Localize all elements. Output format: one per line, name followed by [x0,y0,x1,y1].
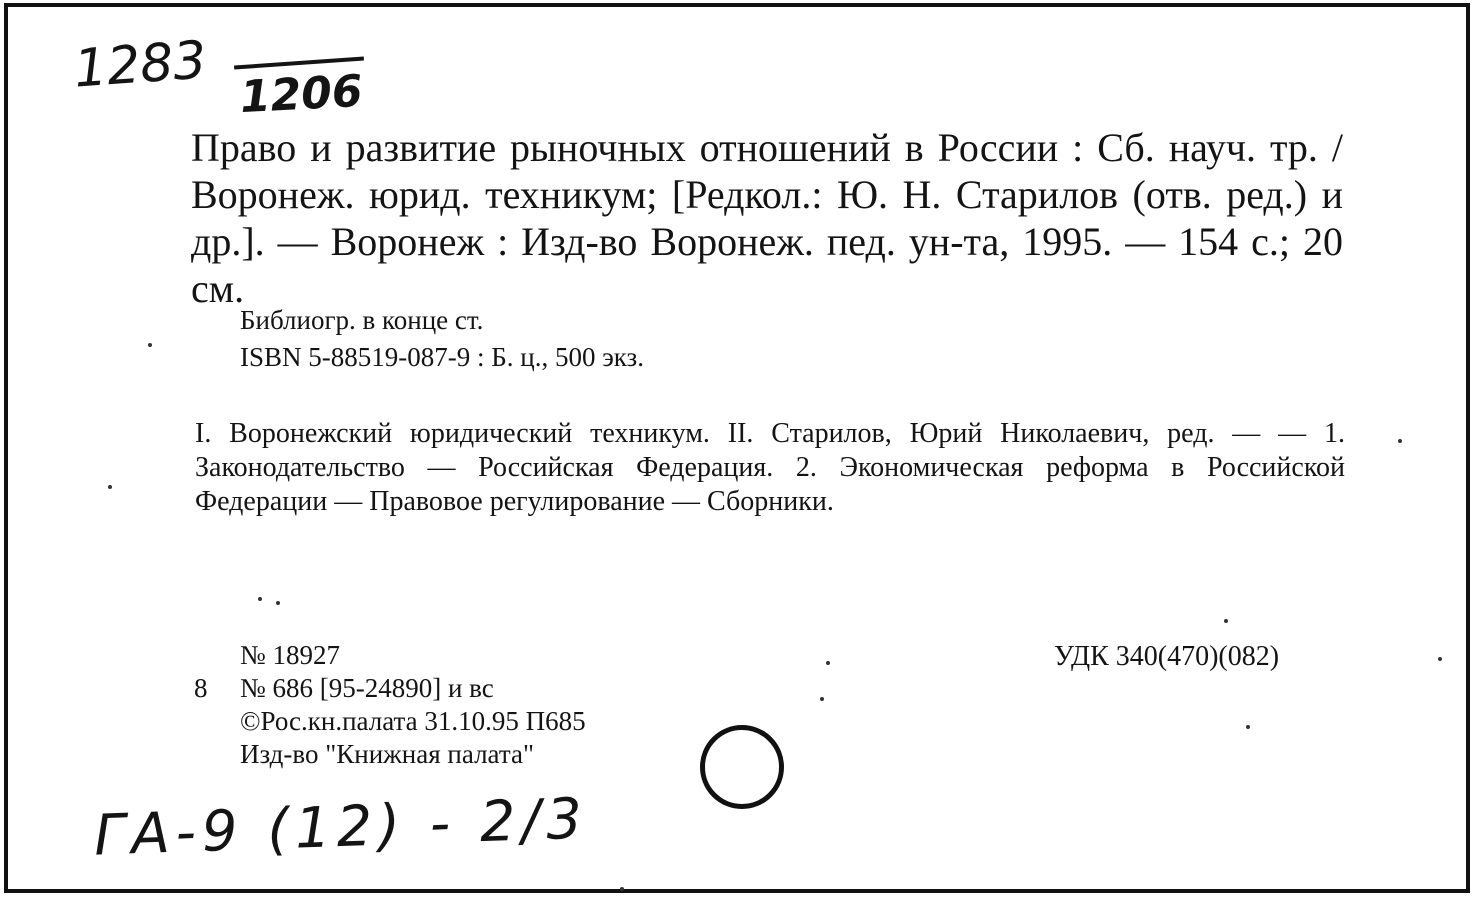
isbn-note: ISBN 5-88519-087-9 : Б. ц., 500 экз. [240,342,644,372]
speck [108,485,112,489]
speck [826,661,830,665]
prefix-digit: 8 [194,673,208,703]
speck [1438,657,1442,661]
bibliography-note: Библиогр. в конце ст. [240,305,484,335]
speck [258,597,262,601]
speck [1398,439,1402,443]
chamber-line: ©Рос.кн.палата 31.10.95 П685 [240,706,586,736]
main-description-text: Право и развитие рыночных отношений в России : Сб. науч. тр. / Воронеж. юрид. техникум; [Редкол.: Ю. Н. Старилов (отв. ред.) и др.]. — Воронеж : Изд-во Воронеж. пед. ун-та, 1995. — 154 с.; 20 см. [191,125,1343,311]
handwritten-fraction: 1206 [238,65,364,124]
record-number-row [194,672,794,705]
catalog-card [4,3,1470,893]
publisher-line: Изд-во "Книжная палата" [240,739,534,769]
record-number-2: № 686 [95-24890] и вс [240,673,494,703]
speck [276,601,280,605]
main-description [191,124,1343,312]
tracings-text: I. Воронежский юридический техникум. II. Старилов, Юрий Николаевич, ред. — — 1. Законодательство — Российская Федерация. 2. Экономическая реформа в Российской Федерации — Правовое регулирование — Сборники. [195,418,1345,517]
punch-hole-circle [700,725,784,809]
record-number: № 18927 [240,640,341,670]
speck [1246,725,1250,729]
speck [620,887,624,891]
speck [820,697,824,701]
notes-block [240,304,940,374]
handwritten-number: 1283 [72,30,209,100]
udk-code: УДК 340(470)(082) [1054,641,1280,672]
speck [148,343,152,347]
handwritten-bottom-code: ГА-9 (12) - 2/3 [93,786,590,869]
tracings-block [195,417,1345,519]
speck [1224,619,1228,623]
